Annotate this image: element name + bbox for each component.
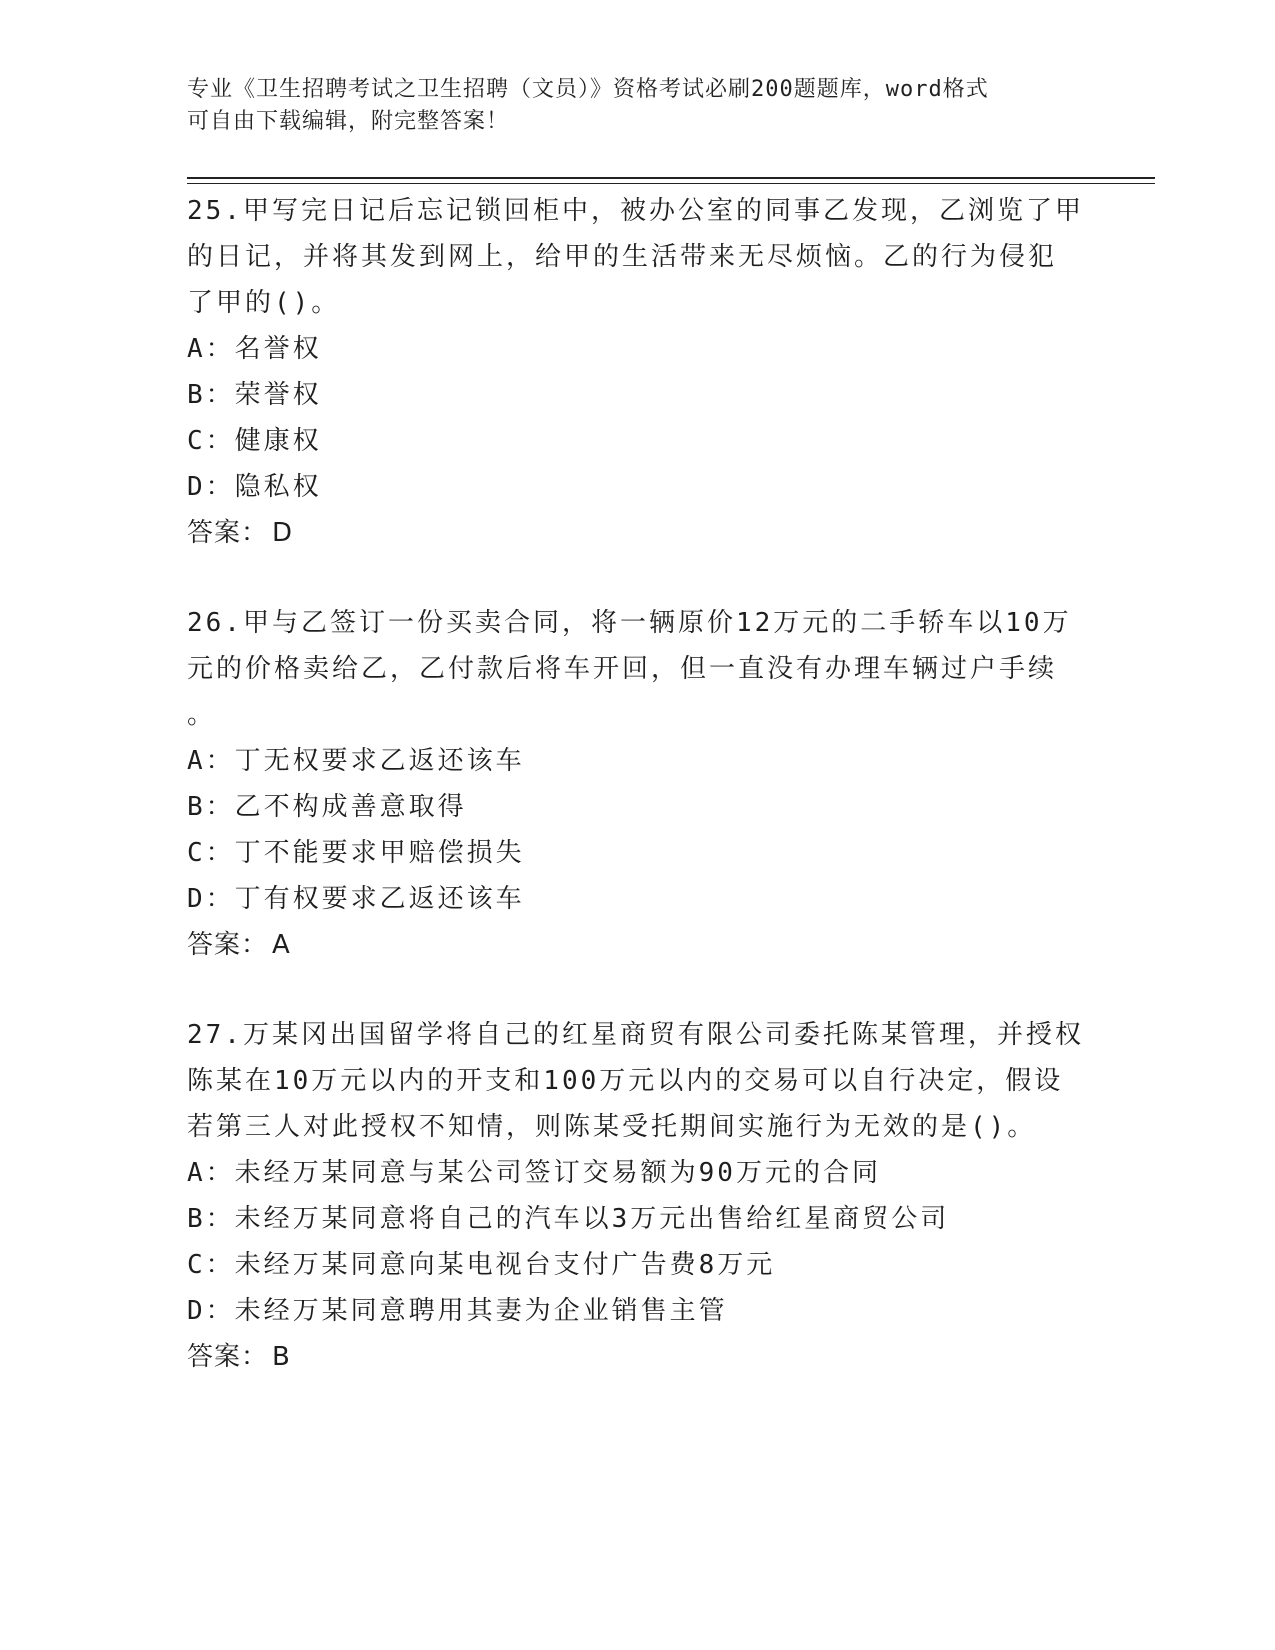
answer-label: 答案： bbox=[187, 1342, 269, 1372]
question-stem bbox=[187, 188, 1087, 326]
question-27 bbox=[187, 1012, 1087, 1380]
stem-line: 的日记，并将其发到网上，给甲的生活带来无尽烦恼。乙的行为侵犯 bbox=[187, 242, 1058, 272]
option-c: C：丁不能要求甲赔偿损失 bbox=[187, 838, 525, 868]
question-stem bbox=[187, 600, 1087, 738]
option-a: A：未经万某同意与某公司签订交易额为90万元的合同 bbox=[187, 1158, 881, 1188]
question-26 bbox=[187, 600, 1087, 968]
header-line-1: 专业《卫生招聘考试之卫生招聘（文员）》资格考试必刷200题题库，word格式 bbox=[187, 77, 989, 102]
stem-line: 27.万某冈出国留学将自己的红星商贸有限公司委托陈某管理，并授权 bbox=[187, 1020, 1084, 1050]
option-d: D：未经万某同意聘用其妻为企业销售主管 bbox=[187, 1296, 728, 1326]
option-c: C：未经万某同意向某电视台支付广告费8万元 bbox=[187, 1250, 776, 1280]
option-list bbox=[187, 326, 1087, 510]
header-divider-thick bbox=[187, 177, 1155, 179]
answer-value: D bbox=[272, 518, 294, 548]
answer-label: 答案： bbox=[187, 930, 269, 960]
option-list bbox=[187, 1150, 1087, 1334]
option-list bbox=[187, 738, 1087, 922]
answer-line bbox=[187, 510, 1087, 556]
stem-line: 若第三人对此授权不知情，则陈某受托期间实施行为无效的是()。 bbox=[187, 1112, 1037, 1142]
option-d: D：隐私权 bbox=[187, 472, 322, 502]
option-b: B：乙不构成善意取得 bbox=[187, 792, 467, 822]
stem-line: 了甲的()。 bbox=[187, 288, 341, 318]
option-a: A：丁无权要求乙返还该车 bbox=[187, 746, 525, 776]
header-divider-thin bbox=[187, 183, 1155, 184]
question-stem bbox=[187, 1012, 1087, 1150]
document-header bbox=[187, 74, 1067, 138]
stem-line: 。 bbox=[187, 700, 217, 730]
option-b: B：荣誉权 bbox=[187, 380, 322, 410]
question-25 bbox=[187, 188, 1087, 556]
answer-value: B bbox=[272, 1342, 291, 1372]
answer-value: A bbox=[272, 930, 291, 960]
answer-label: 答案： bbox=[187, 518, 269, 548]
stem-line: 元的价格卖给乙，乙付款后将车开回，但一直没有办理车辆过户手续 bbox=[187, 654, 1058, 684]
stem-line: 25.甲写完日记后忘记锁回柜中，被办公室的同事乙发现，乙浏览了甲 bbox=[187, 196, 1084, 226]
option-c: C：健康权 bbox=[187, 426, 322, 456]
stem-line: 陈某在10万元以内的开支和100万元以内的交易可以自行决定，假设 bbox=[187, 1066, 1064, 1096]
stem-line: 26.甲与乙签订一份买卖合同，将一辆原价12万元的二手轿车以10万 bbox=[187, 608, 1072, 638]
answer-line bbox=[187, 1334, 1087, 1380]
header-line-2: 可自由下载编辑，附完整答案！ bbox=[187, 109, 510, 134]
option-d: D：丁有权要求乙返还该车 bbox=[187, 884, 525, 914]
option-a: A：名誉权 bbox=[187, 334, 322, 364]
answer-line bbox=[187, 922, 1087, 968]
option-b: B：未经万某同意将自己的汽车以3万元出售给红星商贸公司 bbox=[187, 1204, 950, 1234]
